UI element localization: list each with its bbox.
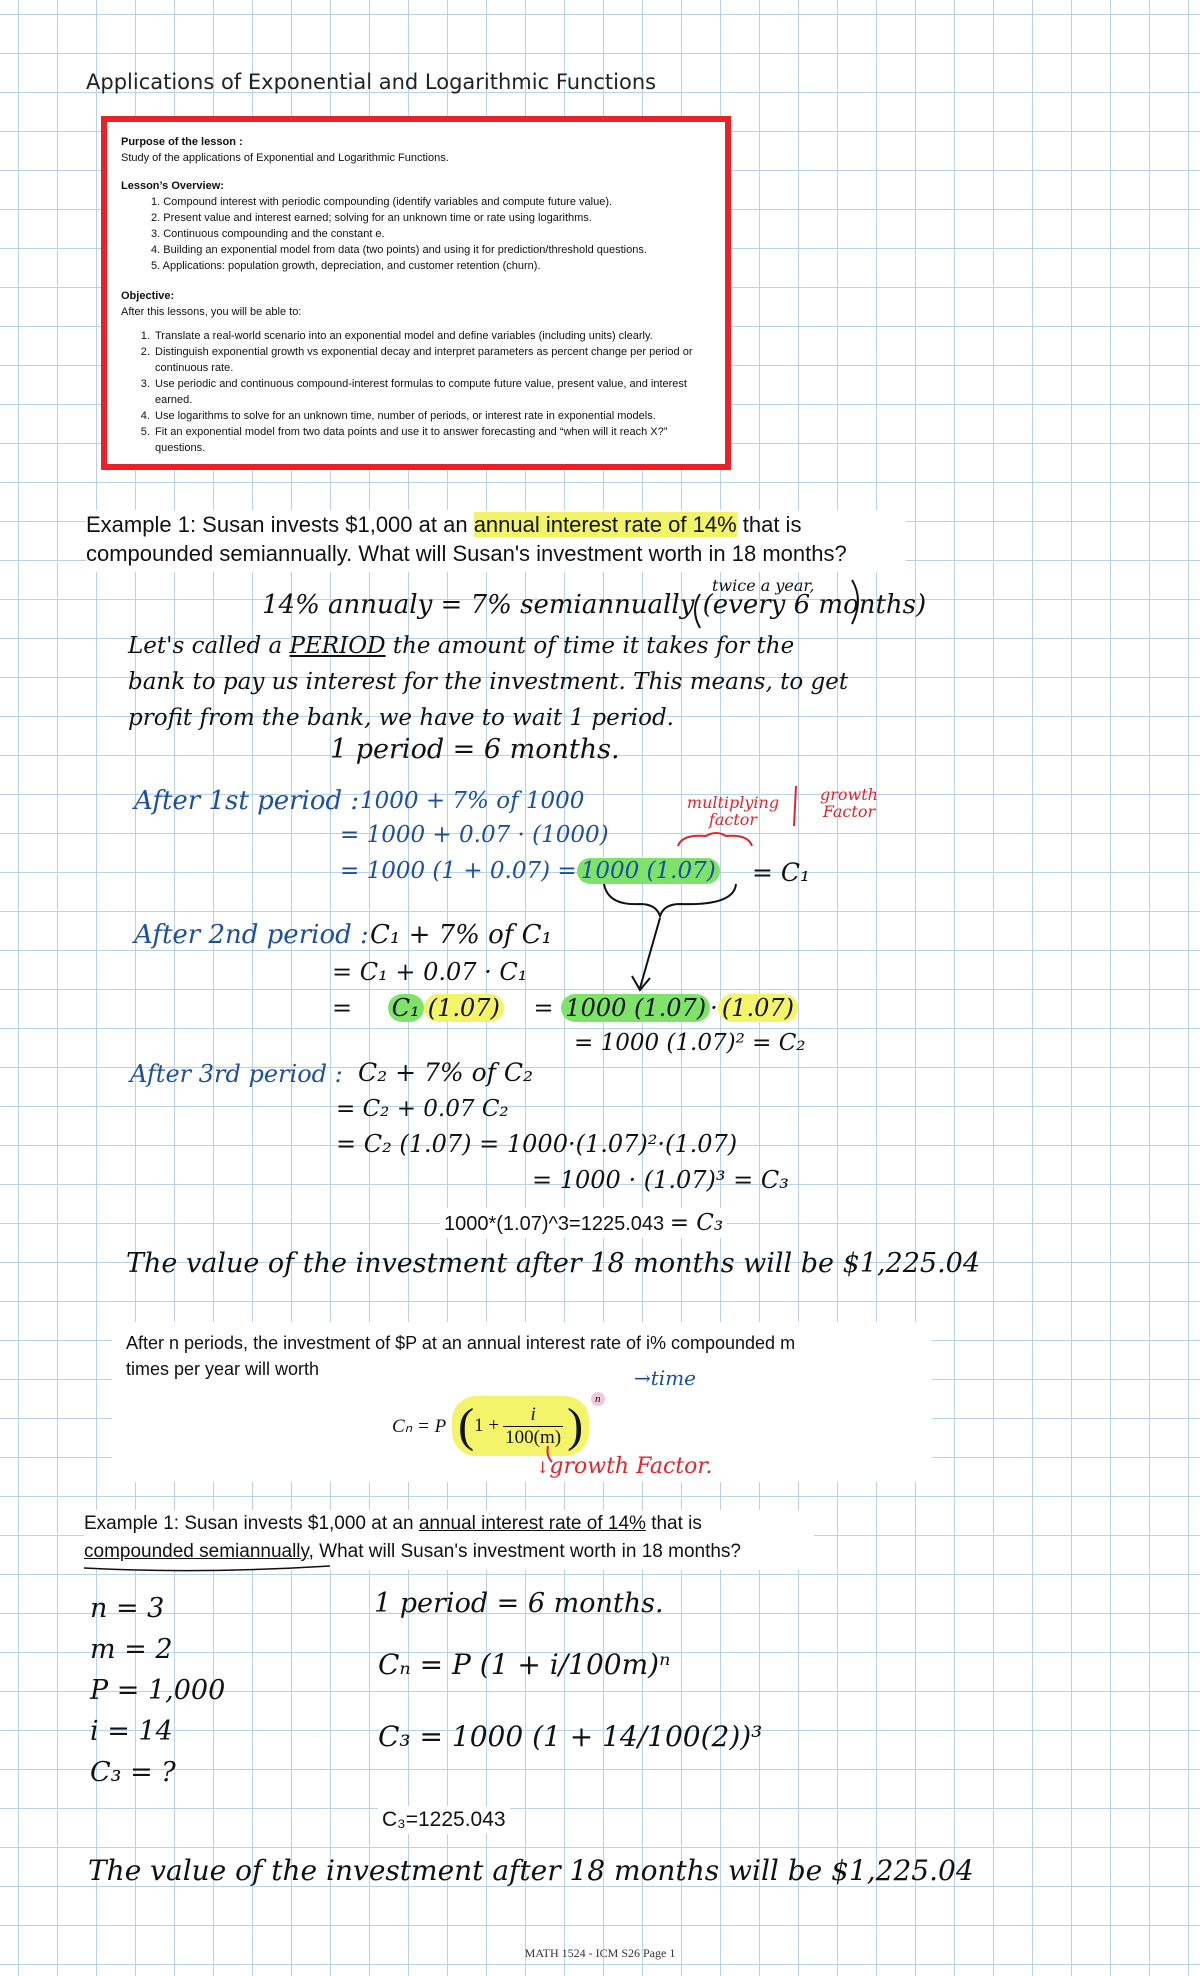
formula-line1: After n periods, the investment of $P at an annual interest rate of i% compounded m	[126, 1333, 796, 1353]
arrow-right-icon: →	[634, 1366, 651, 1390]
black-brace	[604, 884, 736, 916]
overview-item: 1. Compound interest with periodic compounding (identify variables and compute future value).	[151, 196, 613, 208]
paren-stroke	[852, 580, 858, 624]
conclusion-1: The value of the investment after 18 months will be $1,225.04	[126, 1248, 981, 1279]
c1-expanded-highlight: 1000 (1.07)	[561, 994, 710, 1022]
period-word: PERIOD	[289, 633, 386, 659]
arrow-down-icon: ↓	[536, 1458, 550, 1477]
eq: =	[332, 994, 353, 1022]
red-divider	[794, 786, 796, 826]
objective-item: 4. Use logarithms to solve for an unknown time, number of periods, or interest rate in exponential models.	[153, 408, 711, 424]
objective-item: 2. Distinguish exponential growth vs exponential decay and interpret parameters as percent change per period or continuous rate.	[153, 344, 711, 376]
after1-line3-text: = 1000 (1 + 0.07) =	[340, 858, 577, 884]
formula-applied: C₃ = 1000 (1 + 14/100(2))³	[378, 1720, 763, 1753]
overview-item: 3. Continuous compounding and the constant e.	[151, 228, 385, 240]
ex2-part: Example 1: Susan invests $1,000 at an	[84, 1513, 419, 1534]
formula-numerator: i	[530, 1403, 536, 1425]
overview-item: 2. Present value and interest earned; solving for an unknown time or rate using logarithms.	[151, 212, 592, 224]
variable-n: n = 3	[90, 1593, 165, 1624]
formula-one-plus: 1 +	[474, 1415, 500, 1436]
example1-part: that is compounded semiannually. What will Susan's investment worth in 18 months?	[86, 512, 847, 566]
objective-item: 1. Translate a real-world scenario into an exponential model and define variables (including units) clearly.	[153, 328, 711, 344]
underline-stroke	[84, 1566, 330, 1571]
paren-stroke	[695, 594, 700, 628]
factor-highlight: (1.07)	[424, 994, 504, 1022]
formula-denominator: 100(m)	[505, 1426, 562, 1448]
typed-result-2: C₃=1225.043	[378, 1806, 510, 1834]
formula-lhs: Cₙ = P	[392, 1415, 447, 1437]
ex2-underline: annual interest rate of 14%	[418, 1513, 646, 1534]
ex2-part: What will Susan's investment worth in 18 months?	[313, 1541, 741, 1562]
ex2-underline: compounded semiannually,	[84, 1541, 314, 1562]
one-period: 1 period = 6 months.	[330, 734, 620, 765]
after3-line1: C₂ + 7% of C₂	[358, 1058, 533, 1087]
after2-line1: C₁ + 7% of C₁	[370, 920, 552, 950]
after1-line2: = 1000 + 0.07 · (1000)	[340, 822, 609, 848]
red-brace	[678, 833, 752, 846]
arrow-down-stroke	[640, 918, 660, 988]
after3-line2: = C₂ + 0.07 C₂	[336, 1096, 509, 1122]
overview-heading: Lesson’s Overview:	[121, 180, 224, 192]
factor-highlight: (1.07)	[718, 994, 798, 1022]
after1-highlight: 1000 (1.07)	[577, 858, 720, 884]
formula-exponent: n	[591, 1392, 605, 1406]
period-note-2: 1 period = 6 months.	[374, 1588, 664, 1619]
page-footer: MATH 1524 - ICM S26 Page 1	[524, 1946, 676, 1960]
red-curve	[548, 1446, 553, 1462]
rate-conversion: 14% annualy = 7% semiannually (every 6 months)	[262, 590, 927, 620]
variable-i: i = 14	[90, 1716, 173, 1747]
objective-heading: Objective:	[121, 290, 175, 302]
twice-note: twice a year,	[712, 576, 815, 595]
typed-result-suffix: = C₃	[669, 1210, 724, 1236]
typed-result-text: 1000*(1.07)^3=1225.043	[444, 1213, 665, 1235]
objective-intro: After this lessons, you will be able to:	[121, 306, 302, 318]
overview-item: 4. Building an exponential model from data (two points) and using it for prediction/threshold questions.	[151, 244, 647, 256]
objective-item: 3. Use periodic and continuous compound-interest formulas to compute future value, present value, and interest earned.	[153, 376, 711, 408]
formula-line2: times per year will worth	[126, 1359, 320, 1379]
after-1st-label: After 1st period :	[134, 786, 360, 816]
purpose-heading: Purpose of the lesson :	[121, 136, 243, 148]
variable-m: m = 2	[90, 1634, 173, 1665]
para-part: the amount of time it takes for the bank to pay us interest for the investment. This means, to get profit from the bank, we have to wait 1 period.	[128, 633, 849, 731]
after-3rd-label: After 3rd period :	[130, 1060, 343, 1088]
after3-line3: = C₂ (1.07) = 1000·(1.07)²·(1.07)	[336, 1130, 738, 1158]
after2-line3: = C₁ (1.07) = 1000 (1.07) · (1.07)	[332, 994, 798, 1022]
variable-p: P = 1,000	[90, 1675, 226, 1706]
after2-line4: = 1000 (1.07)² = C₂	[574, 1030, 806, 1056]
c1-result: = C₁	[752, 858, 811, 887]
c1-highlight: C₁	[388, 994, 424, 1022]
after-2nd-label: After 2nd period :	[134, 920, 369, 950]
growth-factor-label: growth Factor	[820, 785, 878, 821]
multiplying-factor-label: multiplying factor	[686, 793, 780, 829]
para-part: Let's called a	[128, 633, 290, 659]
purpose-text: Study of the applications of Exponential and Logarithmic Functions.	[121, 152, 449, 164]
after1-line1: 1000 + 7% of 1000	[360, 788, 585, 814]
variable-c3: C₃ = ?	[90, 1757, 176, 1788]
formula-general: Cₙ = P (1 + i/100m)ⁿ	[378, 1648, 671, 1681]
after2-line2: = C₁ + 0.07 · C₁	[332, 958, 528, 986]
time-label: time	[650, 1366, 696, 1390]
page-title: Applications of Exponential and Logarithmic Functions	[86, 70, 657, 94]
objective-item: 5. Fit an exponential model from two data points and use it to answer forecasting and “when will it reach X?” questions.	[153, 424, 711, 456]
growth-factor-highlight: ( 1 + $\frac{i}{100(m)}$ )	[452, 1396, 589, 1456]
ex2-part: that is	[645, 1513, 702, 1534]
growth-factor-note-text: growth Factor.	[549, 1454, 713, 1479]
conclusion-2: The value of the investment after 18 months will be $1,225.04	[88, 1854, 974, 1887]
example1-part: Example 1: Susan invests $1,000 at an	[86, 512, 474, 537]
after3-line4: = 1000 · (1.07)³ = C₃	[532, 1166, 789, 1194]
eq: =	[533, 994, 554, 1022]
overview-item: 5. Applications: population growth, depreciation, and customer retention (churn).	[151, 260, 541, 272]
example1-highlight: annual interest rate of 14%	[473, 512, 737, 537]
